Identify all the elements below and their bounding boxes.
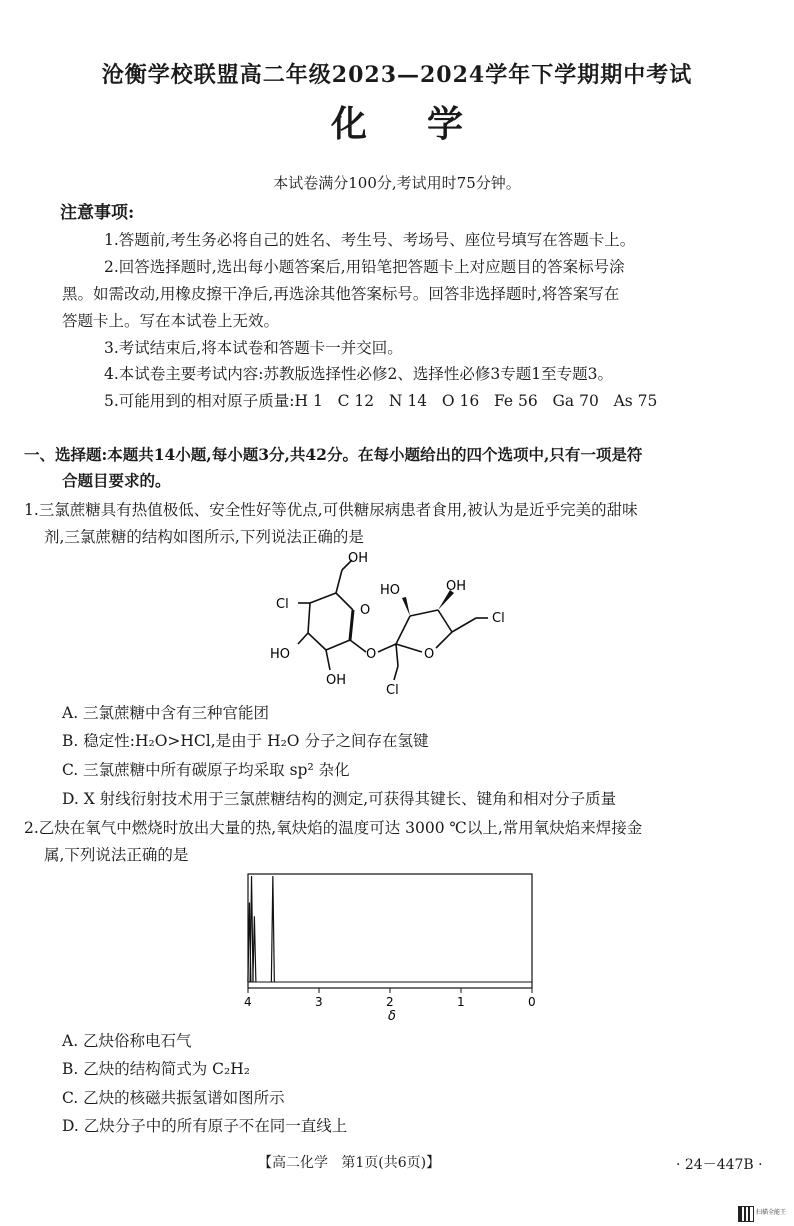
x-tick-label: 1 — [457, 995, 465, 1009]
x-tick-label: 2 — [386, 995, 394, 1009]
section-heading: 一、选择题:本题共14小题,每小题3分,共42分。在每小题给出的四个选项中,只有一项是符 — [24, 445, 643, 464]
label-ho-left: HO — [270, 647, 291, 662]
instruction-item: 3.考试结束后,将本试卷和答题卡一并交回。 — [104, 339, 403, 357]
instruction-item: 答题卡上。写在本试卷上无效。 — [62, 312, 280, 330]
q2-option-b: B. 乙炔的结构简式为 C₂H₂ — [62, 1060, 250, 1078]
sucralose-structure — [260, 548, 530, 696]
x-tick-label: 4 — [244, 995, 252, 1009]
label-oh-top: OH — [348, 551, 369, 566]
label-cl-bottom: Cl — [386, 683, 399, 696]
exam-code: · 24－447B · — [676, 1157, 763, 1173]
q1-option-a: A. 三氯蔗糖中含有三种官能团 — [62, 704, 270, 722]
spectrum-peak — [271, 876, 274, 982]
scanner-logo: 扫描全能王 — [756, 1209, 787, 1216]
q1-option-b: B. 稳定性:H₂O>HCl,是由于 H₂O 分子之间存在氢键 — [62, 732, 429, 750]
instruction-item: 黑。如需改动,用橡皮擦干净后,再选涂其他答案标号。回答非选择题时,将答案写在 — [62, 285, 620, 303]
label-ho-ring2: HO — [380, 583, 401, 598]
q2-option-a: A. 乙炔俗称电石气 — [62, 1032, 192, 1050]
exam-title: 沧衡学校联盟高二年级2023—2024学年下学期期中考试 — [101, 62, 693, 88]
label-cl-right: Cl — [492, 611, 505, 626]
q1-option-d: D. X 射线衍射技术用于三氯蔗糖结构的测定,可获得其键长、键角和相对分子质量 — [62, 790, 617, 808]
label-cl-left: Cl — [276, 597, 289, 612]
x-tick-label: 0 — [528, 995, 536, 1009]
spectrum-peak — [253, 916, 256, 982]
instruction-item: 4.本试卷主要考试内容:苏教版选择性必修2、选择性必修3专题1至专题3。 — [104, 365, 613, 383]
label-oh-bottom: OH — [326, 673, 347, 688]
label-o-ring1: O — [360, 603, 371, 618]
q2-stem: 2.乙炔在氧气中燃烧时放出大量的热,氧炔焰的温度可达 3000 ℃以上,常用氧炔焰来焊接金 — [24, 819, 643, 837]
qr-code-icon — [738, 1206, 754, 1222]
q2-option-d: D. 乙炔分子中的所有原子不在同一直线上 — [62, 1117, 348, 1135]
q2-option-c: C. 乙炔的核磁共振氢谱如图所示 — [62, 1089, 285, 1107]
label-oh-ring2: OH — [446, 579, 467, 594]
q1-stem-cont: 剂,三氯蔗糖的结构如图所示,下列说法正确的是 — [44, 528, 364, 546]
exam-note: 本试卷满分100分,考试用时75分钟。 — [273, 174, 521, 192]
label-o-bridge: O — [366, 647, 377, 662]
section-heading-cont: 合题目要求的。 — [62, 471, 171, 490]
label-o-ring2: O — [424, 647, 435, 662]
x-tick-label: 3 — [315, 995, 323, 1009]
q1-stem: 1.三氯蔗糖具有热值极低、安全性好等优点,可供糖尿病患者食用,被认为是近乎完美的甜味 — [24, 501, 638, 519]
plot-frame — [248, 874, 532, 988]
page-footer: 【高二化学 第1页(共6页)】 — [258, 1155, 441, 1171]
spectrum-peak — [250, 876, 253, 982]
x-axis-label: δ — [388, 1009, 396, 1024]
subject-title: 化学 — [330, 103, 523, 145]
instructions-heading: 注意事项: — [60, 203, 135, 223]
instruction-item: 1.答题前,考生务必将自己的姓名、考生号、考场号、座位号填写在答题卡上。 — [104, 231, 636, 249]
instruction-item: 5.可能用到的相对原子质量:H 1 C 12 N 14 O 16 Fe 56 Ga 70 As 75 — [104, 392, 658, 410]
q2-stem-cont: 属,下列说法正确的是 — [44, 846, 189, 864]
q1-option-c: C. 三氯蔗糖中所有碳原子均采取 sp² 杂化 — [62, 761, 350, 779]
instruction-item: 2.回答选择题时,选出每小题答案后,用铅笔把答题卡上对应题目的答案标号涂 — [104, 258, 625, 276]
nmr-spectrum-chart — [236, 868, 546, 1024]
